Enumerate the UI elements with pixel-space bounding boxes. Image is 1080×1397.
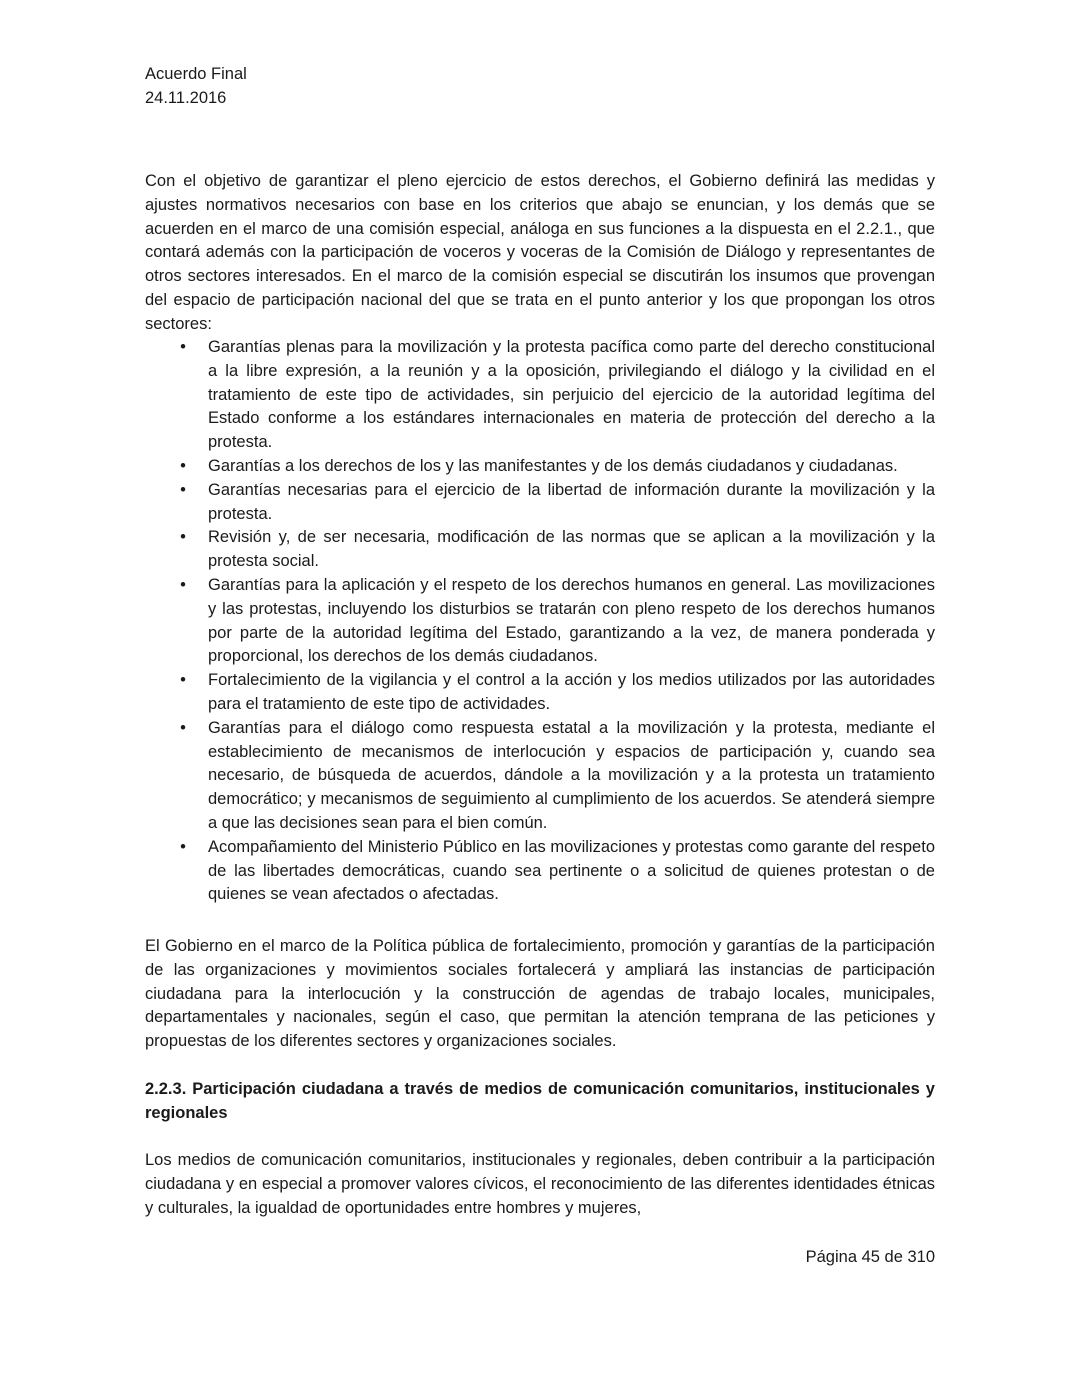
list-item-text: Garantías para el diálogo como respuesta estatal a la movilización y la protesta, mediante el establecimiento de mecanismos de interlocución y espacios de participación y, cuando sea necesario, de búsqueda de acuerdos, dándole a la movilización y a la protesta un tratamiento democrático; y mecanismos de seguimiento al cumplimiento de los acuerdos. Se atenderá siempre a que las decisiones sean para el bien común. — [208, 718, 935, 832]
list-item — [145, 479, 935, 527]
page-number: Página 45 de 310 — [805, 1248, 935, 1266]
list-item — [145, 336, 935, 455]
list-item-text: Revisión y, de ser necesaria, modificación de las normas que se aplican a la movilización y la protesta social. — [208, 528, 935, 571]
bullet-icon: • — [180, 718, 186, 737]
bullet-icon: • — [180, 671, 186, 690]
bullet-icon: • — [180, 575, 186, 594]
bullet-icon: • — [180, 338, 186, 356]
third-paragraph: Los medios de comunicación comunitarios, institucionales y regionales, deben contribuir a la participación ciudadana y en especial a promover valores cívicos, el reconocimiento de las diferentes identidades étnicas y culturales, la igualdad de oportunidades entre hombres y mujeres, — [145, 1151, 935, 1217]
list-item-text: Garantías plenas para la movilización y la protesta pacífica como parte del derecho constitucional a la libre expresión, a la reunión y a la oposición, privilegiando el diálogo y la civilidad en el tratamiento de este tipo de actividades, sin perjuicio del ejercicio de la autoridad legítima del Estado conforme a los estándares internacionales en materia de protección del derecho a la protesta. — [208, 338, 935, 452]
list-item — [145, 526, 935, 574]
list-item-text: Garantías para la aplicación y el respeto de los derechos humanos en general. Las movilizaciones y las protestas, incluyendo los disturbios se tratarán con pleno respeto de los derechos humanos por parte de la autoridad legítima del Estado, garantizando a la vez, de manera ponderada y proporcional, los derechos de los demás ciudadanos. — [208, 575, 935, 666]
second-paragraph: El Gobierno en el marco de la Política pública de fortalecimiento, promoción y garantías de la participación de las organizaciones y movimientos sociales fortalecerá y ampliará las instancias de participación ciudadana para la interlocución y la construcción de agendas de trabajo locales, municipales, departamentales y nacionales, según el caso, que permitan la atención temprana de las peticiones y propuestas de los diferentes sectores y organizaciones sociales. — [145, 937, 935, 1051]
list-item-text: Garantías necesarias para el ejercicio de la libertad de información durante la movilización y la protesta. — [208, 480, 935, 523]
section-heading: 2.2.3. Participación ciudadana a través de medios de comunicación comunitarios, institucionales y regionales — [145, 1080, 935, 1122]
list-item-text: Acompañamiento del Ministerio Público en las movilizaciones y protestas como garante del respeto de las libertades democráticas, cuando sea pertinente o a solicitud de quienes protestan o de quienes se vean afectados o afectadas. — [208, 837, 935, 904]
list-item-text: Garantías a los derechos de los y las manifestantes y de los demás ciudadanos y ciudadanas. — [208, 456, 898, 475]
list-item — [145, 717, 935, 836]
document-title: Acuerdo Final — [145, 65, 247, 83]
list-item — [145, 574, 935, 669]
list-item — [145, 455, 935, 479]
list-item — [145, 669, 935, 717]
bullet-icon: • — [180, 837, 186, 856]
list-item-text: Fortalecimiento de la vigilancia y el control a la acción y los medios utilizados por las autoridades para el tratamiento de este tipo de actividades. — [208, 671, 935, 713]
bullet-icon: • — [180, 528, 186, 547]
intro-paragraph: Con el objetivo de garantizar el pleno ejercicio de estos derechos, el Gobierno definirá las medidas y ajustes normativos necesarios con base en los criterios que abajo se enuncian, y los demás que se acuerden en el marco de una comisión especial, análoga en sus funciones a la dispuesta en el 2.2.1., que contará además con la participación de voceros y voceras de la Comisión de Diálogo y representantes de otros sectores interesados. En el marco de la comisión especial se discutirán los insumos que provengan del espacio de participación nacional del que se trata en el punto anterior y los que propongan los otros sectores: — [145, 172, 935, 333]
document-date: 24.11.2016 — [145, 89, 227, 107]
bullet-icon: • — [180, 480, 186, 499]
guarantees-list — [145, 336, 935, 907]
document-header — [145, 62, 935, 110]
list-item — [145, 836, 935, 907]
bullet-icon: • — [180, 456, 186, 475]
